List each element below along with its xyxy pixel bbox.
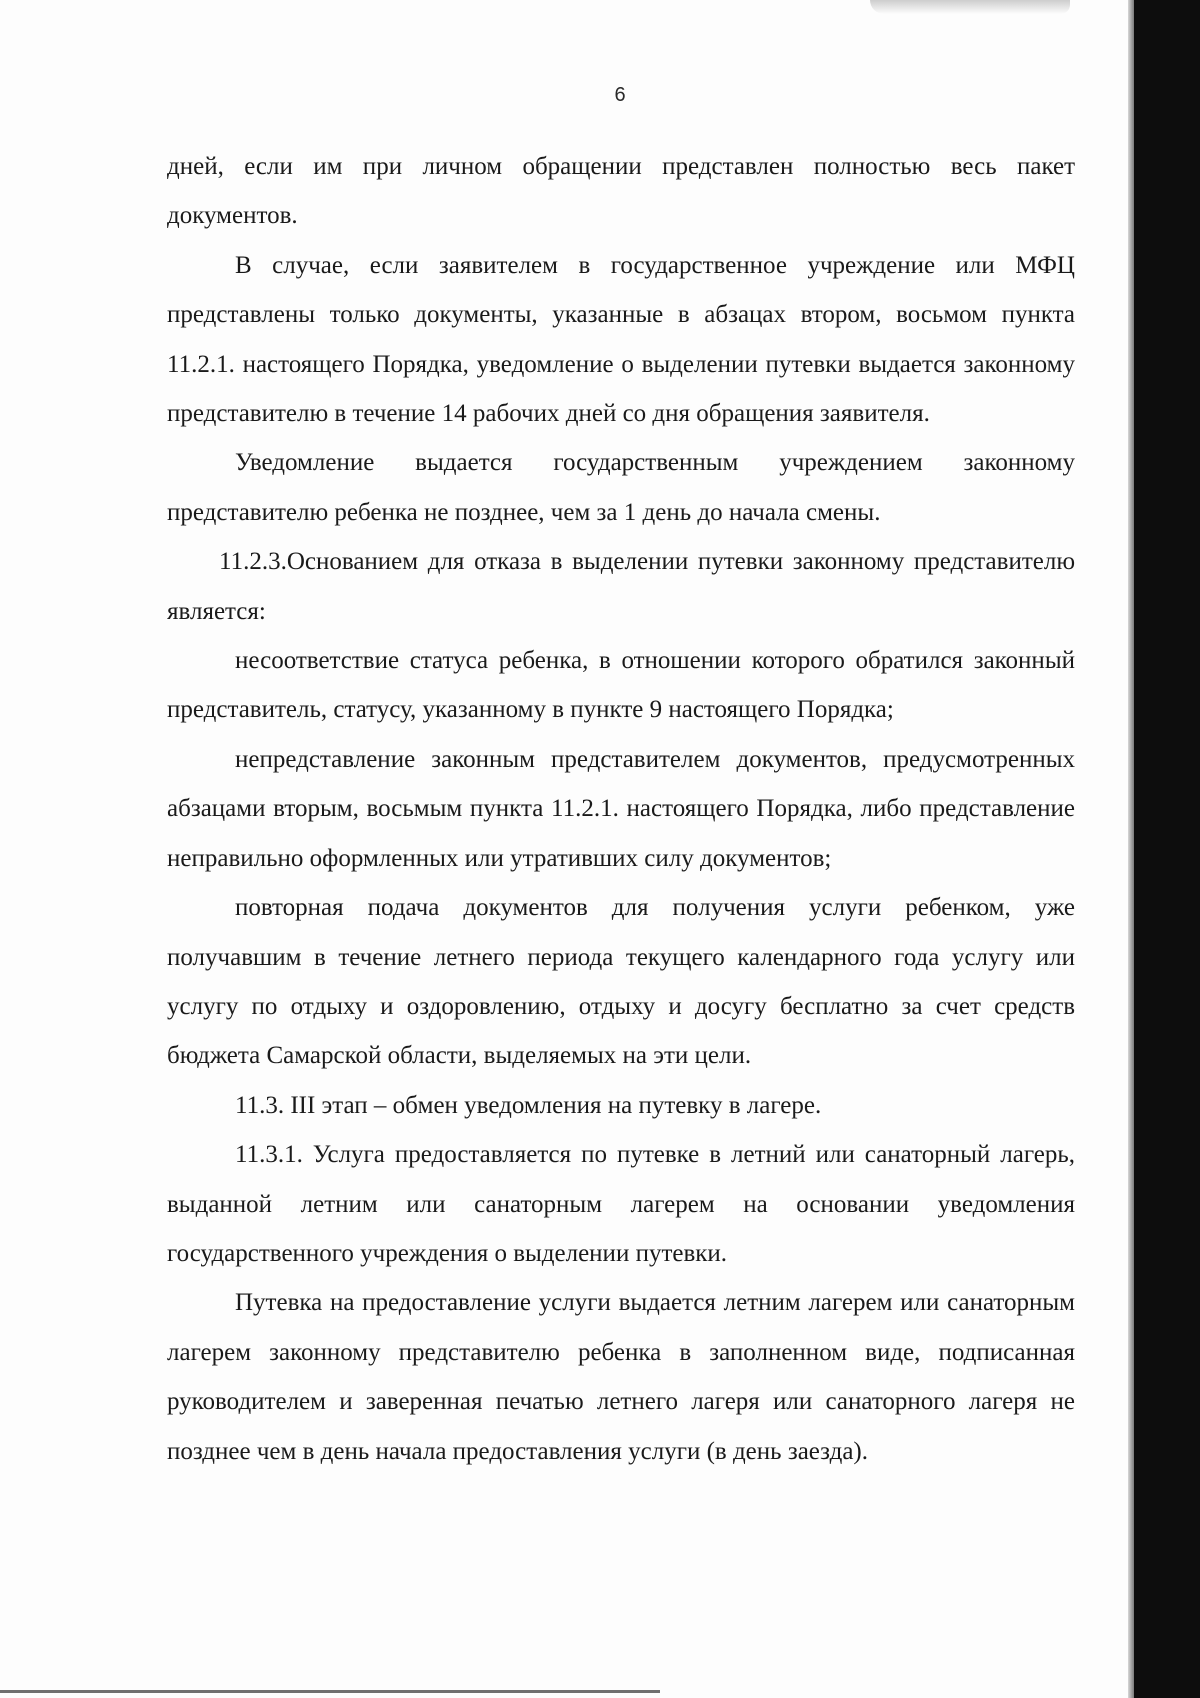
paragraph: 11.3. III этап – обмен уведомления на путевку в лагере. bbox=[235, 1091, 822, 1119]
paragraph: непредставление законным представителем документов, предусмотренных абзацами вторым, восьмым пункта 11.2.1. настоящего Порядка, либо представление неправильно оформленных или утративших силу документов; bbox=[167, 745, 1075, 872]
paragraph: 11.3.1. Услуга предоставляется по путевке в летний или санаторный лагерь, выданной летним или санаторным лагерем на основании уведомления государственного учреждения о выделении путевки. bbox=[167, 1141, 1075, 1267]
paragraph: Путевка на предоставление услуги выдается летним лагерем или санаторным лагерем законному представителю ребенка в заполненном виде, подписанная руководителем и заверенная печатью летнего лагеря или санаторного лагеря не позднее чем в день начала предоставления услуги (в день заезда). bbox=[167, 1289, 1075, 1465]
paragraph: повторная подача документов для получения услуги ребенком, уже получавшим в течение летнего периода текущего календарного года услугу или услугу по отдыху и оздоровлению, отдыху и досугу бесплатно за счет средств бюджета Самарской области, выделяемых на эти цели. bbox=[167, 894, 1075, 1070]
paragraph: Уведомление выдается государственным учреждением законному представителю ребенка не позднее, чем за 1 день до начала смены. bbox=[167, 449, 1075, 526]
scan-smudge bbox=[870, 0, 1070, 14]
paragraph: несоответствие статуса ребенка, в отношении которого обратился законный представитель, статусу, указанному в пункте 9 настоящего Порядка; bbox=[167, 647, 1075, 724]
scan-edge bbox=[1134, 0, 1200, 1698]
page-number: 6 bbox=[614, 84, 626, 106]
scan-bottom-line bbox=[0, 1690, 660, 1693]
paragraph: В случае, если заявителем в государственное учреждение или МФЦ представлены только документы, указанные в абзацах втором, восьмом пункта 11.2.1. настоящего Порядка, уведомление о выделении путевки выдается законному представителю в течение 14 рабочих дней со дня обращения заявителя. bbox=[167, 251, 1075, 428]
document-body bbox=[167, 142, 1075, 1476]
paragraph: дней, если им при личном обращении представлен полностью весь пакет документов. bbox=[167, 153, 1075, 230]
paragraph: 11.2.3.Основанием для отказа в выделении путевки законному представителю является: bbox=[167, 548, 1075, 625]
